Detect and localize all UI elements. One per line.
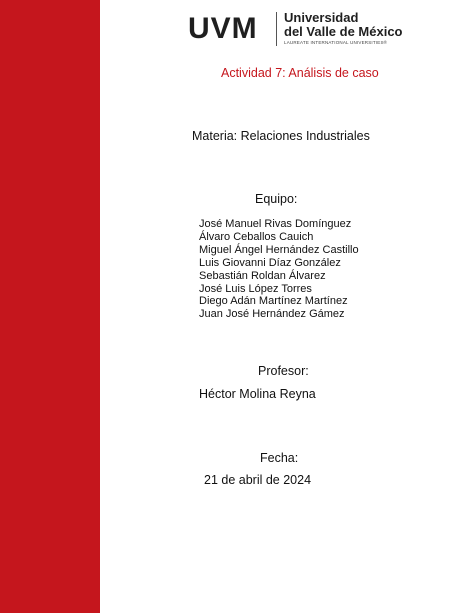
team-member: Álvaro Ceballos Cauich xyxy=(199,230,314,243)
logo-university-name-line2: del Valle de México xyxy=(284,24,403,39)
logo-divider xyxy=(276,12,277,46)
professor-name: Héctor Molina Reyna xyxy=(199,387,316,401)
team-member: Diego Adán Martínez Martínez xyxy=(199,295,348,308)
team-member: Luis Giovanni Díaz González xyxy=(199,256,341,269)
subject-line: Materia: Relaciones Industriales xyxy=(192,129,370,143)
team-heading: Equipo: xyxy=(255,192,298,206)
red-side-bar xyxy=(0,0,100,613)
date-heading: Fecha: xyxy=(260,451,299,465)
professor-heading: Profesor: xyxy=(258,364,309,378)
logo-mark: UVM xyxy=(188,12,258,45)
activity-title: Actividad 7: Análisis de caso xyxy=(221,66,379,80)
team-member: José Luis López Torres xyxy=(199,282,312,295)
logo-tagline: LAUREATE INTERNATIONAL UNIVERSITIES® xyxy=(284,40,388,45)
team-member: Juan José Hernández Gámez xyxy=(199,308,345,321)
team-member: José Manuel Rivas Domínguez xyxy=(199,218,352,230)
team-member-list xyxy=(199,218,359,321)
team-member: Sebastián Roldan Álvarez xyxy=(199,269,326,282)
uvm-logo xyxy=(188,10,468,48)
date-value: 21 de abril de 2024 xyxy=(204,473,312,487)
logo-university-name-line1: Universidad xyxy=(284,10,359,25)
team-member: Miguel Ángel Hernández Castillo xyxy=(199,243,359,256)
